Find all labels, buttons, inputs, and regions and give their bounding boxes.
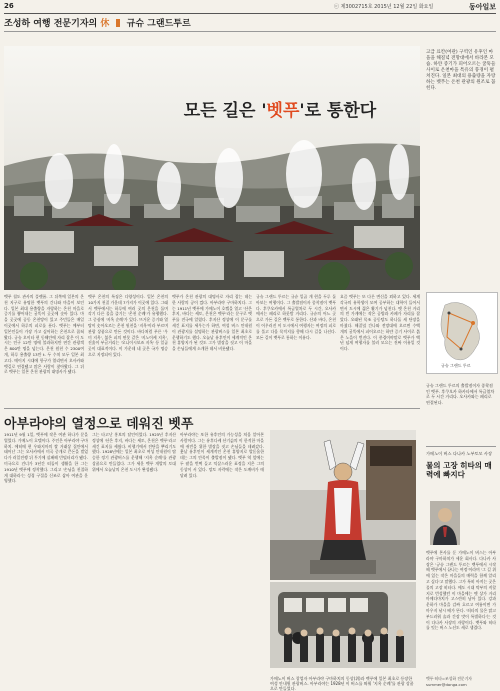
sub-column-1: 1911년 9월 1일, 벳푸에 작은 여관 하나가 문을 열었다. 가메노이 호텔이다. 주인은 아부라야 구마하치. 에히메 현 우와지마의 쌀 거래상 집안에서 태어난 그는 오사카에서 미곡 중개로 큰돈을 벌었다가 러일전쟁 뒤 투기에 실패해 빈털터리가 됐다. 미국으로 건너가 3년간 떠돌이 생활을 한 그는 1910년 벳푸에 정착했다. 그리고 '손님을 친절하게 대하라'는 성경 구절을 신조로 삼아 여관을 운영했다. [4, 432, 88, 484]
map-caption: 규슈 그랜드 투르의 출발점이자 종착점인 벳푸. 후쿠오카 하카타에서 특급열차로 두 시간 거리다. 오사카와는 페리로 연결된다. [426, 383, 495, 405]
issue-meta: ⓒ 제3002715호 2015년 12월 22일 화요일 [334, 4, 434, 10]
sub-column-3: 아부라야는 또한 유후인의 가능성을 처음 알아본 사람이다. 그는 유후다케 산기슭의 이 한적한 마을에 귀빈을 위한 별장을 짓고 손님들을 데려갔다. 훗날 유후인이 세계적인 온천 휴양지로 발돋움한 데는 그의 안목이 출발점이 됐다. 벳푸 역 앞에는 두 팔을 번쩍 들고 익살스러운 표정을 지은 그의 동상이 서 있다. 망토 자락에는 작은 도깨비가 매달려 있다. [180, 432, 264, 478]
side-divider [426, 446, 496, 447]
section-title [4, 16, 191, 29]
photo-tour-bus-guides [270, 582, 416, 668]
main-headline: 모든 길은 '벳푸'로 통한다 [183, 101, 377, 121]
main-column-1: 벳푸 철도 관사의 플랫폼. 그 뒤쪽에 일본의 온천 지구로 유명한 벳푸의 간나와 마을이 보인다. 일본 최대 용출량을 자랑하는 온천 마을로 증기를 뿜어내는 굴뚝이 곳곳에 솟아 있다. 마을 곳곳에 공동 온천탕이 있고 주민들은 매일 이곳에서 하루의 피로를 푼다. 벳푸는 예부터 일본인들이 가장 가고 싶어하는 온천으로 꼽혀 왔다. 규슈 오이타 현 동해안에 자리 잡은 이 도시는 인구 12만 명에 불과하지만 연간 관광객은 800만 명을 넘는다. 온천 원천 수 2300여 개, 하루 용출량 13만 t. 두 수치 모두 일본 최고다. 메이지 시대에 항구가 열리면서 오사카와 뱃길로 연결됐고 많은 사람이 찾아왔다. 그 뒤로 벳푸는 일본 온천 관광의 대명사가 됐다. [4, 294, 84, 375]
header-rule [4, 13, 496, 14]
kyushu-map [426, 292, 498, 374]
main-column-3: 벳푸가 온천 관광의 대명사로 자리 잡는 데는 한 사람의 공이 컸다. 아부라야 구마하치다. 그는 1911년 벳푸에 가메노이 호텔을 열고 '산은 후지, 바다는 세토, 온천은 벳푸'라는 문구로 벳푸를 전국에 알렸다. 후지산 정상에 이 문구를 새긴 표지를 세우는가 하면, 여성 버스 안내원이 관광지를 설명하는 관광버스를 일본 최초로 운행하기도 했다. 오늘날 유후인이 세계적인 온천 휴양지가 된 것도 그가 별장을 짓고 이 마을을 손님들에게 소개한 데서 비롯됐다. [172, 294, 252, 352]
section-marker-icon [116, 19, 120, 27]
section-topic: 규슈 그랜드투르 [126, 19, 191, 29]
side-tag: 가메노이 버스 다나카 노부토모 사장 [426, 451, 493, 456]
newspaper-brand: 동아일보 [468, 2, 496, 11]
sub-column-2: 그는 타고난 홍보의 달인이었다. 1925년 후지산 정상에 '산은 후지, 바다는 세토, 온천은 벳푸'라고 새긴 표지를 세웠다. 비행기에서 전단을 뿌리기도 했다. 1928년에는 일본 최초로 여성 안내원이 탑승한 정기 관광버스를 운행해 '지옥 순례'를 관광 상품으로 만들었다. 그가 세운 벳푸 개발의 토대 위에서 오늘날의 온천 도시가 완성됐다. [92, 432, 176, 472]
article-divider [4, 408, 420, 409]
page-header [4, 2, 496, 12]
main-photo-beppu-town [4, 46, 420, 290]
section-mark: 休 [100, 19, 110, 29]
main-column-4: 규슈 그랜드 투르는 규슈 일곱 개 현을 두루 돌아보는 여행이다. 그 출발점이자 종착점이 벳푸다. 후쿠오카에서 특급열차로 두 시간, 오사카에서는 페리로 하룻밤 거리다. 규슈의 어느 곳으로 가든 길은 벳푸로 통한다. 산과 바다, 온천이 어우러진 이 도시에서 여행자는 여정의 피로를 풀고 다음 목적지를 향해 다시 길을 나선다. 모든 길이 벳푸로 통하는 이유다. [256, 294, 336, 340]
page-number: 26 [4, 2, 14, 10]
side-body: 벳푸에 본사를 둔 가메노이 버스는 아부라야 구마하치가 세운 회사다. 다나카 사장은 '규슈 그랜드 투르는 벳푸에서 시작해 벳푸에서 끝나는 여정'이라며 '그 길 위에 있는 작은 마을들의 매력을 함께 알리고 싶다'고 말했다. 그가 특히 아끼는 곳은 물의 고장 히타다. 에도 시대 막부의 직할지로 번성했던 이 마을에는 옛 상가 거리 마메다마치가 고스란히 남아 있다. 강과 운하가 마을을 감싸 흐르고 여름이면 가마우지 낚시 배가 뜬다. '히타의 물은 맑고 부드러워 술과 간장 맛이 특별하다'는 것이 다나카 사장의 자랑이다. 벳푸와 히타를 잇는 버스 노선도 새로 생겼다. [426, 550, 496, 631]
main-column-2: 벳푸 온천의 특징은 다양성이다. 일본 온천의 10가지 천질 가운데 7가지가 이곳에 있다. 그래서 벳푸에서는 하루에 여러 곳의 온천을 돌며 각기 다른 물을 즐기는 '온천 순례'가 유행했다. 그 중심에 '지옥 순례'가 있다. 뜨거운 증기와 열탕이 솟아오르는 온천 원천을 '지옥'이라 부르며 관광 상품으로 만든 것이다. 바다처럼 푸른 '우미 지옥', 붉은 피의 연못 같은 '지노이케 지옥', 진흙이 부글거리는 '오니이시보즈 지옥' 등 일곱 곳이 대표적이다. 이 가운데 네 곳은 국가 명승으로 지정되어 있다. [88, 294, 168, 357]
main-photo-caption: 고급 료칸(여관) 구역인 유후인 마을을 해질녘 전망대에서 바라본 모습. 하얀 증기가 피어오르는 굴뚝들 사이로 온천마을 특유의 풍경이 펼쳐진다. 일본 최대의 용출량을 자랑하는 벳푸는 온천 관광의 원조로 꼽힌다. [426, 50, 496, 91]
sub-article-title: 아부라야의 열정으로 데워진 벳푸 [4, 417, 194, 432]
map-title: 규슈 그랜드 투르 [441, 363, 471, 368]
side-title: 물의 고장 히타의 매력에 빠지다 [426, 461, 492, 479]
main-column-5: 요즘 벳푸는 또 다른 변신을 꾀하고 있다. 세계 각국의 유학생이 모여 공부하는 대학이 들어서면서 도시에 젊은 활기가 넘친다. 옛 온천 거리의 빈 가게에는 작은 공방과 카페가 자리를 잡았다. 오래된 목조 공동탕도 하나둘 새 단장을 마쳤다. 해질녘 간나와 전망대에 오르면 수백 개의 굴뚝에서 피어오르는 하얀 증기 사이로 붉은 노을이 번진다. 이 풍경이야말로 벳푸가 백 년 넘게 여행자를 불러 모으는 진짜 이유일 것이다. [340, 294, 420, 352]
section-rule [4, 31, 496, 32]
headline-highlight: 벳푸 [266, 101, 300, 121]
section-lead: 조성하 여행 전문기자의 [4, 19, 98, 29]
photo-aburaya-statue [270, 430, 416, 580]
side-byline: 벳푸·히타=조성하 전문기자 summer@donga.com [426, 676, 472, 687]
sub-photo-caption: 가메노이 버스 창업자 아부라야 구마하치의 동상(위)과 벳푸에 일본 최초로 등장한 여성 안내원 관광버스. 아부라야는 1928년 이 버스를 띄워 '지옥 순례'를 관광 상품으로 만들었다. [270, 676, 414, 691]
portrait-photo [430, 501, 460, 545]
